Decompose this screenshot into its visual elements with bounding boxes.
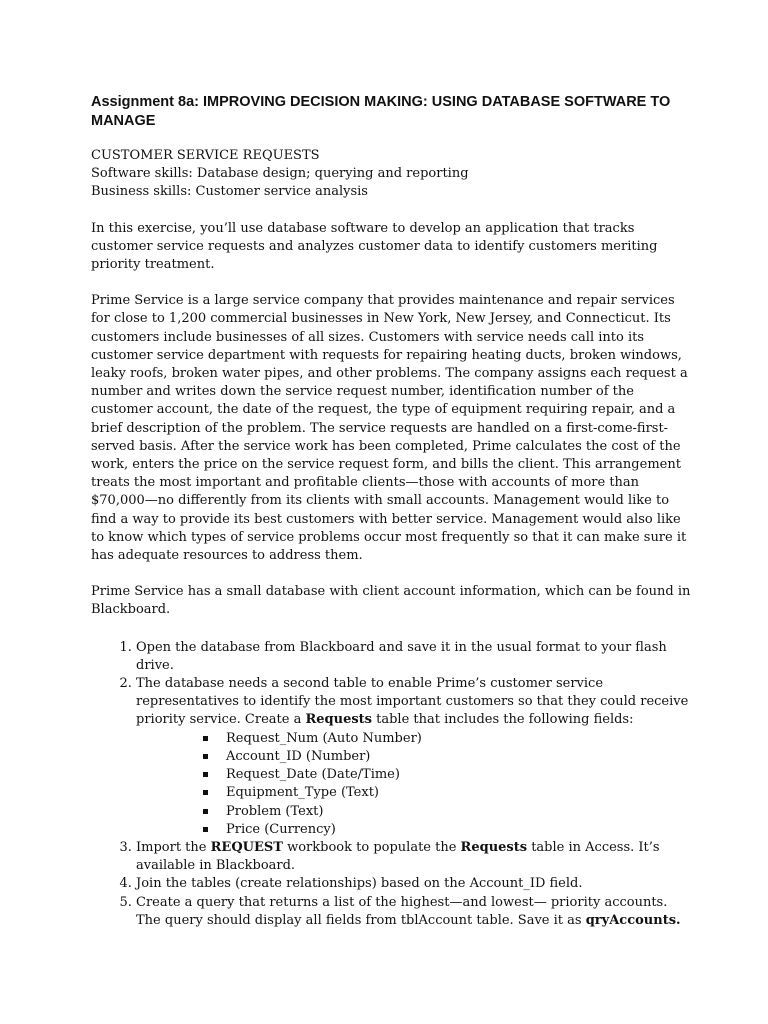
step-3-text: Import the <box>136 839 211 855</box>
list-item <box>136 639 691 675</box>
list-item <box>136 875 691 893</box>
instruction-list <box>91 639 691 930</box>
scenario-paragraph: Prime Service is a large service company that provides maintenance and repair services for close to 1,200 commercial businesses in New York, New Jersey, and Connecticut. Its customers include businesses of all sizes. Customers with service needs call into its customer service department with requests for repairing heating ducts, broken windows, leaky roofs, broken water pipes, and other problems. The company assigns each request a number and writes down the service request number, identification number of the customer account, the date of the request, the type of equipment requiring repair, and a brief description of the problem. The service requests are handled on a first-come-first-served basis. After the service work has been completed, Prime calculates the cost of the work, enters the price on the service request form, and bills the client. This arrangement treats the most important and profitable clients—those with accounts of more than $70,000—no differently from its clients with small accounts. Management would like to find a way to provide its best customers with better service. Management would also like to know which types of service problems occur most frequently so that it can make sure it has adequate resources to address them. <box>91 293 688 564</box>
list-item <box>136 839 691 875</box>
field-item: Equipment_Type (Text) <box>226 784 691 802</box>
step-2-text: The database needs a second table to enable Prime’s customer service representatives to identify the most important customers so that they could receive priority service. Create a <box>136 676 689 728</box>
section-heading: CUSTOMER SERVICE REQUESTS <box>91 148 320 163</box>
field-item: Price (Currency) <box>226 821 691 839</box>
skills-block <box>91 147 691 202</box>
query-name: qryAccounts. <box>585 912 681 928</box>
field-item: Request_Date (Date/Time) <box>226 766 691 784</box>
step-5-text: Create a query that returns a list of the highest—and lowest— priority accounts. The query should display all fields from tblAccount table. Save it as <box>136 894 668 928</box>
requests-table-name: Requests <box>305 712 372 728</box>
database-note: Prime Service has a small database with client account information, which can be found in Blackboard. <box>91 584 691 618</box>
step-3-text-mid: workbook to populate the <box>282 839 461 855</box>
intro-paragraph: In this exercise, you’ll use database software to develop an application that tracks customer service requests and analyzes customer data to identify customers meriting priority treatment. <box>91 220 658 273</box>
assignment-title: Assignment 8a: IMPROVING DECISION MAKING: USING DATABASE SOFTWARE TO MANAGE <box>91 94 671 129</box>
list-item <box>136 894 691 930</box>
fields-list <box>136 730 691 839</box>
step-1-text: Open the database from Blackboard and save it in the usual format to your flash drive. <box>136 639 667 673</box>
software-skills: Software skills: Database design; querying and reporting <box>91 166 469 182</box>
step-4-text: Join the tables (create relationships) based on the Account_ID field. <box>136 876 583 892</box>
document-page <box>91 93 691 930</box>
field-item: Request_Num (Auto Number) <box>226 730 691 748</box>
field-item: Account_ID (Number) <box>226 748 691 766</box>
requests-table-name: Requests <box>460 839 528 855</box>
field-item: Problem (Text) <box>226 803 691 821</box>
step-2-text-end: table that includes the following fields: <box>371 712 634 728</box>
step-3-text-end: table in Access. It’s available in Blackboard. <box>136 839 660 874</box>
request-workbook-name: REQUEST <box>210 839 283 855</box>
list-item <box>136 675 691 839</box>
business-skills: Business skills: Customer service analysis <box>91 184 368 200</box>
